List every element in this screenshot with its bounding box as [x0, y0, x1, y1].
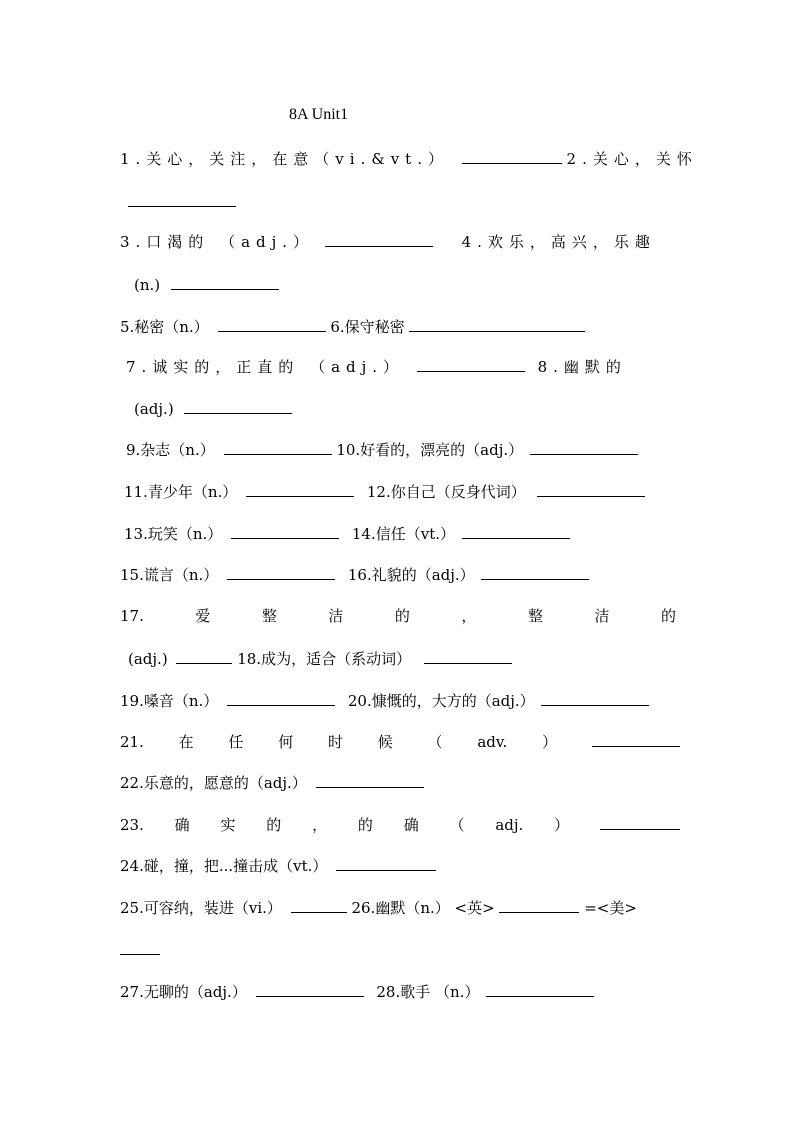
item-26-label: 26.幽默（n.） <英> — [351, 899, 495, 917]
item-23-char: 确 — [403, 816, 419, 834]
item-8-pos: (adj.) — [134, 400, 174, 418]
item-27-label: 27.无聊的（adj.） — [120, 983, 247, 1001]
list-item — [120, 230, 680, 252]
item-23-char: ， — [312, 816, 328, 834]
item-15-label: 15.谎言（n.） — [120, 566, 219, 584]
item-26-us-label: =<美> — [584, 899, 637, 917]
item-23-char: （ — [449, 816, 465, 834]
item-17-char: 的 — [660, 607, 676, 625]
answer-blank-18[interactable] — [424, 647, 512, 664]
item-20-label: 20.慷慨的，大方的（adj.） — [347, 692, 535, 710]
answer-blank-14[interactable] — [462, 522, 570, 539]
answer-blank-25[interactable] — [291, 896, 347, 913]
list-item — [120, 730, 680, 752]
item-21-char: 候 — [377, 733, 393, 751]
list-item — [120, 896, 680, 918]
list-item — [120, 480, 680, 502]
item-21-char: （ — [427, 733, 443, 751]
list-item — [120, 980, 680, 1002]
item-16-label: 16.礼貌的（adj.） — [347, 566, 475, 584]
item-4-pos: (n.) — [134, 276, 161, 294]
list-item — [120, 647, 680, 669]
list-item — [120, 689, 680, 711]
list-item — [120, 563, 680, 585]
answer-blank-3[interactable] — [325, 230, 433, 247]
item-25-label: 25.可容纳，装进（vi.） — [120, 899, 282, 917]
item-23-char: 的 — [266, 816, 282, 834]
answer-blank-28[interactable] — [486, 980, 594, 997]
list-item — [120, 854, 680, 876]
answer-blank-13[interactable] — [231, 522, 339, 539]
list-item — [120, 190, 680, 212]
answer-blank-12[interactable] — [537, 480, 645, 497]
answer-blank-17[interactable] — [176, 647, 232, 664]
list-item — [120, 522, 680, 544]
item-17-char: 洁 — [594, 607, 610, 625]
list-item — [120, 605, 676, 627]
answer-blank-19[interactable] — [227, 689, 335, 706]
item-21-char: 何 — [278, 733, 294, 751]
item-6-label: 6.保守秘密 — [330, 318, 405, 336]
item-7-label: 7.诚实的，正直的 （adj.） — [126, 358, 405, 376]
answer-blank-26b[interactable] — [120, 938, 160, 955]
list-item — [120, 147, 698, 169]
item-21-number: 21. — [120, 733, 144, 751]
answer-blank-10[interactable] — [530, 438, 638, 455]
item-24-label: 24.碰，撞，把...撞击成（vt.） — [120, 857, 328, 875]
answer-blank-5[interactable] — [218, 315, 326, 332]
item-21-char: ） — [542, 733, 558, 751]
item-17-char: 洁 — [328, 607, 344, 625]
item-12-label: 12.你自己（反身代词） — [366, 483, 526, 501]
list-item — [120, 355, 680, 377]
list-item — [120, 771, 680, 793]
item-22-label: 22.乐意的，愿意的（adj.） — [120, 774, 307, 792]
answer-blank-22[interactable] — [316, 771, 424, 788]
page-title: 8A Unit1 — [289, 106, 349, 123]
list-item — [120, 397, 680, 419]
list-item — [120, 813, 680, 835]
item-23-char: 的 — [357, 816, 373, 834]
item-10-label: 10.好看的，漂亮的（adj.） — [336, 441, 524, 459]
item-17-char: 整 — [527, 607, 543, 625]
item-28-label: 28.歌手 （n.） — [376, 983, 480, 1001]
item-17-pos: (adj.) — [128, 650, 168, 668]
answer-blank-4[interactable] — [171, 273, 279, 290]
item-23-char: adj. — [495, 816, 524, 834]
item-1-label: 1.关心，关注，在意（vi.&vt.） — [120, 150, 449, 168]
item-23-char: 实 — [220, 816, 236, 834]
answer-blank-2[interactable] — [128, 190, 236, 207]
item-21-char: 任 — [228, 733, 244, 751]
item-9-label: 9.杂志（n.） — [126, 441, 215, 459]
item-17-char: 整 — [261, 607, 277, 625]
item-23-char: ） — [554, 816, 570, 834]
item-21-char: 在 — [178, 733, 194, 751]
answer-blank-9[interactable] — [224, 438, 332, 455]
item-23-char: 确 — [174, 816, 190, 834]
item-17-char: ， — [461, 607, 477, 625]
answer-blank-20[interactable] — [541, 689, 649, 706]
item-19-label: 19.嗓音（n.） — [120, 692, 219, 710]
answer-blank-8[interactable] — [184, 397, 292, 414]
item-2-label: 2.关心，关怀 — [566, 150, 698, 168]
item-4-label: 4.欢乐，高兴，乐趣 — [461, 233, 656, 251]
item-17-number: 17. — [120, 607, 144, 625]
answer-blank-23[interactable] — [600, 813, 680, 830]
item-21-char: 时 — [327, 733, 343, 751]
item-14-label: 14.信任（vt.） — [351, 525, 455, 543]
item-11-label: 11.青少年（n.） — [124, 483, 238, 501]
answer-blank-24[interactable] — [336, 854, 436, 871]
item-18-label: 18.成为，适合（系动词） — [237, 650, 412, 668]
answer-blank-11[interactable] — [246, 480, 354, 497]
answer-blank-6[interactable] — [409, 315, 585, 332]
item-3-label: 3.口渴的 （adj.） — [120, 233, 315, 251]
list-item — [120, 273, 680, 295]
item-5-label: 5.秘密（n.） — [120, 318, 209, 336]
answer-blank-15[interactable] — [227, 563, 335, 580]
answer-blank-16[interactable] — [481, 563, 589, 580]
answer-blank-7[interactable] — [417, 355, 525, 372]
answer-blank-21[interactable] — [592, 730, 680, 747]
item-13-label: 13.玩笑（n.） — [124, 525, 223, 543]
item-23-number: 23. — [120, 816, 144, 834]
answer-blank-27[interactable] — [256, 980, 364, 997]
item-17-char: 的 — [394, 607, 410, 625]
answer-blank-1[interactable] — [462, 147, 562, 164]
list-item — [120, 938, 680, 960]
answer-blank-26a[interactable] — [499, 896, 579, 913]
list-item — [120, 438, 680, 460]
item-17-char: 爱 — [195, 607, 211, 625]
item-8-label: 8.幽默的 — [537, 358, 627, 376]
list-item — [120, 315, 680, 337]
item-21-char: adv. — [477, 733, 508, 751]
